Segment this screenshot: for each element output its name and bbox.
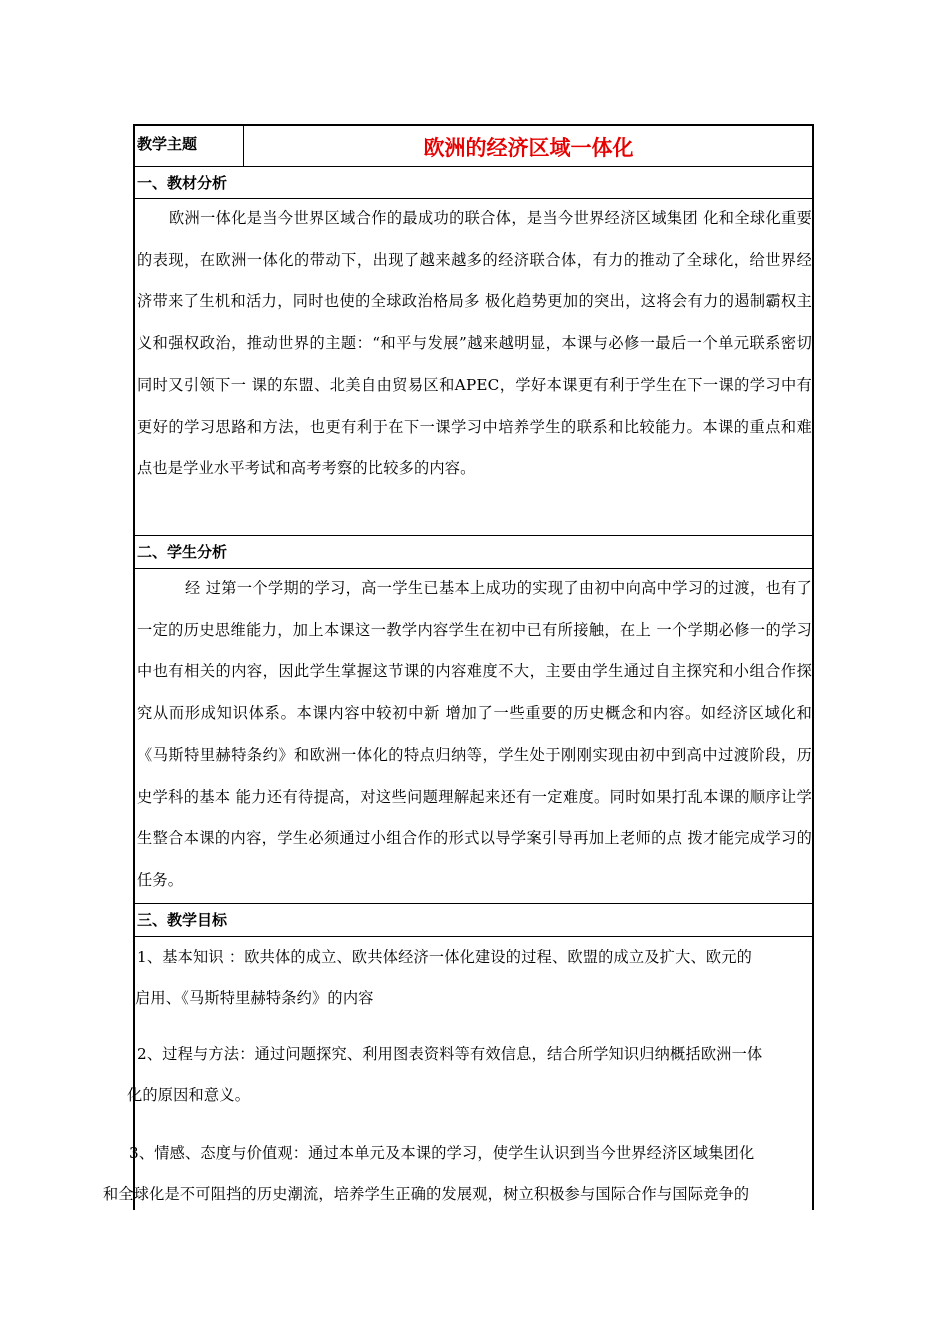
section-heading-students: 二、学生分析	[137, 543, 228, 561]
goal-item-knowledge	[137, 937, 812, 1019]
goal-item-attitude	[103, 1133, 812, 1215]
goal-line: 启用、《马斯特里赫特条约》的内容	[135, 989, 374, 1007]
topic-label: 教学主题	[137, 135, 198, 153]
goal-line: 3、情感、态度与价值观：通过本单元及本课的学习，使学生认识到当今世界经济区域集团化	[129, 1144, 755, 1162]
textbook-analysis-paragraph: 欧洲一体化是当今世界区域合作的最成功的联合体，是当今世界经济区域集团 化和全球化重要的表现，在欧洲一体化的带动下，出现了越来越多的经济联合体，有力的推动了全球化，给世界经济带来了生机和活力，同时也使的全球政治格局多 极化趋势更加的突出，这将会有力的遏制霸权主义和强权政治，推动世界的主题：“和平与发展”越来越明显，本课与必修一最后一个单元联系密切同时又引领下一 课的东盟、北美自由贸易区和APEC，学好本课更有利于学生在下一课的学习中有更好的学习思路和方法，也更有利于在下一课学习中培养学生的联系和比较能力。本课的重点和难点也是学业水平考试和高考考察的比较多的内容。	[137, 209, 812, 478]
lesson-plan-table	[103, 124, 814, 1210]
section-heading-goals: 三、教学目标	[137, 911, 228, 929]
lesson-title: 欧洲的经济区域一体化	[423, 136, 634, 160]
header-cell-divider	[243, 126, 244, 166]
goal-line: 1、基本知识 ：欧共体的成立、欧共体经济一体化建设的过程、欧盟的成立及扩大、欧元的	[137, 948, 753, 966]
section-heading-textbook: 一、教材分析	[137, 174, 228, 192]
row-divider	[135, 166, 812, 167]
student-analysis-text	[137, 568, 812, 902]
student-analysis-paragraph: 经 过第一个学期的学习，高一学生已基本上成功的实现了由初中向高中学习的过渡，也有了一定的历史思维能力，加上本课这一教学内容学生在初中已有所接触，在上 一个学期必修一的学习中也有相关的内容，因此学生掌握这节课的内容难度不大，主要由学生通过自主探究和小组合作探究从而形成知识体系。本课内容中较初中新 增加了一些重要的历史概念和内容。如经济区域化和《马斯特里赫特条约》和欧洲一体化的特点归纳等，学生处于刚刚实现由初中到高中过渡阶段，历史学科的基本 能力还有待提高，对这些问题理解起来还有一定难度。同时如果打乱本课的顺序让学生整合本课的内容，学生必须通过小组合作的形式以导学案引导再加上老师的点 拨才能完成学习的任务。	[137, 579, 812, 889]
goal-item-process	[127, 1034, 812, 1116]
goal-line: 化的原因和意义。	[127, 1086, 251, 1104]
goal-line: 和全球化是不可阻挡的历史潮流，培养学生正确的发展观，树立积极参与国际合作与国际竞争的	[103, 1185, 750, 1203]
goal-line: 2、过程与方法：通过问题探究、利用图表资料等有效信息，结合所学知识归纳概括欧洲一体	[137, 1045, 763, 1063]
row-divider	[135, 535, 812, 536]
textbook-analysis-text	[137, 198, 812, 490]
row-divider	[135, 903, 812, 904]
